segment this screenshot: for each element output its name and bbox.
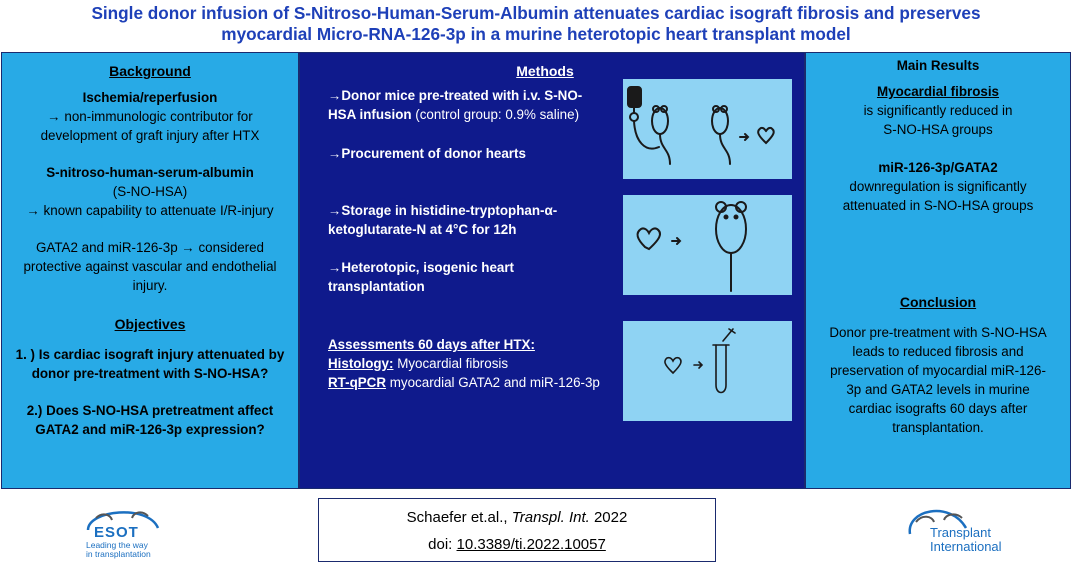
poster-title bbox=[0, 0, 1072, 52]
histology-text: Myocardial fibrosis bbox=[393, 356, 509, 371]
conclusion-line-1: Donor pre-treatment with S-NO-HSA bbox=[829, 325, 1047, 340]
gata-line-2: protective against vascular and endothelial bbox=[23, 259, 277, 274]
ti-name-line-1: Transplant bbox=[930, 525, 991, 540]
objective-1-line-1: 1. ) Is cardiac isograft injury attenuated by bbox=[15, 347, 285, 362]
esot-tagline-line-2: in transplantation bbox=[86, 549, 151, 559]
esot-logo bbox=[78, 500, 168, 562]
esot-tagline bbox=[86, 541, 151, 559]
method-step-1-rest: (control group: 0.9% saline) bbox=[411, 107, 580, 122]
method-step-1-bold: HSA infusion bbox=[328, 107, 412, 122]
methods-panel bbox=[299, 52, 805, 489]
method-step-4-line-1: →Heterotopic, isogenic heart bbox=[328, 260, 515, 275]
title-line-2: myocardial Micro-RNA-126-3p in a murine heterotopic heart transplant model bbox=[221, 24, 851, 44]
results-panel bbox=[805, 52, 1071, 489]
assessments-heading: Assessments 60 days after HTX: bbox=[328, 337, 535, 352]
mir-title: miR-126-3p/GATA2 bbox=[878, 160, 998, 175]
citation-line-1 bbox=[319, 507, 715, 529]
results-heading: Main Results bbox=[896, 58, 980, 73]
assessment-histology bbox=[328, 354, 508, 373]
esot-name: ESOT bbox=[94, 524, 139, 541]
method-step-1-line-2 bbox=[328, 105, 579, 124]
citation-authors: Schaefer et.al., bbox=[406, 509, 512, 526]
method-step-2: →Procurement of donor hearts bbox=[328, 146, 526, 161]
infusion-icon bbox=[623, 79, 792, 179]
conclusion-line-5: cardiac isografts 60 days after bbox=[848, 401, 1028, 416]
method-step-3-line-2: ketoglutarate-N at 4°C for 12h bbox=[328, 222, 517, 237]
ir-line-1: → non-immunologic contributor for bbox=[47, 109, 253, 124]
ti-name-line-2: International bbox=[930, 539, 1002, 554]
conclusion-line-6: transplantation. bbox=[892, 420, 984, 435]
snohsa-abbr: (S-NO-HSA) bbox=[112, 184, 188, 199]
methods-heading: Methods bbox=[516, 63, 574, 79]
conclusion-line-3: preservation of myocardial miR-126- bbox=[830, 363, 1046, 378]
snohsa-line: → known capability to attenuate I/R-injury bbox=[26, 203, 274, 218]
assessment-icon bbox=[623, 321, 792, 421]
conclusion-line-4: 3p and GATA2 levels in murine bbox=[846, 382, 1030, 397]
fibrosis-title: Myocardial fibrosis bbox=[876, 84, 1000, 99]
background-heading: Background bbox=[109, 63, 191, 79]
gata-line-3: injury. bbox=[132, 278, 168, 293]
snohsa-title: S-nitroso-human-serum-albumin bbox=[46, 165, 254, 180]
esot-tagline-line-1: Leading the way bbox=[86, 540, 148, 550]
doi-label: doi: bbox=[428, 536, 457, 553]
citation-line-2 bbox=[319, 534, 715, 556]
conclusion-line-2: leads to reduced fibrosis and bbox=[852, 344, 1024, 359]
ir-title: Ischemia/reperfusion bbox=[82, 90, 218, 105]
mir-line-1: downregulation is significantly bbox=[849, 179, 1027, 194]
objective-2-line-2: GATA2 and miR-126-3p expression? bbox=[35, 422, 265, 437]
method-step-4-line-2: transplantation bbox=[328, 279, 425, 294]
assessment-illustration bbox=[623, 321, 792, 421]
rtqpcr-text: myocardial GATA2 and miR-126-3p bbox=[386, 375, 600, 390]
background-panel bbox=[1, 52, 299, 489]
citation-journal: Transpl. Int. bbox=[511, 509, 590, 526]
fibrosis-line-2: S-NO-HSA groups bbox=[883, 122, 993, 137]
method-step-1-line-1: →Donor mice pre-treated with i.v. S-NO- bbox=[328, 88, 583, 103]
citation-box bbox=[318, 498, 716, 562]
mir-line-2: attenuated in S-NO-HSA groups bbox=[842, 198, 1034, 213]
histology-label: Histology: bbox=[328, 356, 394, 371]
rtqpcr-label: RT-qPCR bbox=[328, 375, 387, 390]
conclusion-heading: Conclusion bbox=[899, 294, 977, 310]
citation-year: 2022 bbox=[589, 509, 628, 526]
objective-1-line-2: donor pre-treatment with S-NO-HSA? bbox=[31, 366, 269, 381]
transplant-international-logo bbox=[896, 498, 1032, 562]
storage-illustration bbox=[623, 195, 792, 295]
ir-line-2: development of graft injury after HTX bbox=[40, 128, 260, 143]
storage-icon bbox=[623, 195, 792, 295]
doi-link[interactable]: 10.3389/ti.2022.10057 bbox=[456, 536, 606, 553]
method-step-3-line-1: →Storage in histidine-tryptophan-α- bbox=[328, 203, 558, 218]
ti-name bbox=[930, 526, 1002, 554]
objective-2-line-1: 2.) Does S-NO-HSA pretreatment affect bbox=[26, 403, 274, 418]
title-line-1: Single donor infusion of S-Nitroso-Human-Serum-Albumin attenuates cardiac isograft fibrosis and preserves bbox=[91, 3, 981, 23]
assessment-rtqpcr bbox=[328, 373, 600, 392]
objectives-heading: Objectives bbox=[114, 316, 186, 332]
gata-line-1: GATA2 and miR-126-3p → considered bbox=[36, 240, 264, 255]
infusion-illustration bbox=[623, 79, 792, 179]
fibrosis-line-1: is significantly reduced in bbox=[863, 103, 1013, 118]
